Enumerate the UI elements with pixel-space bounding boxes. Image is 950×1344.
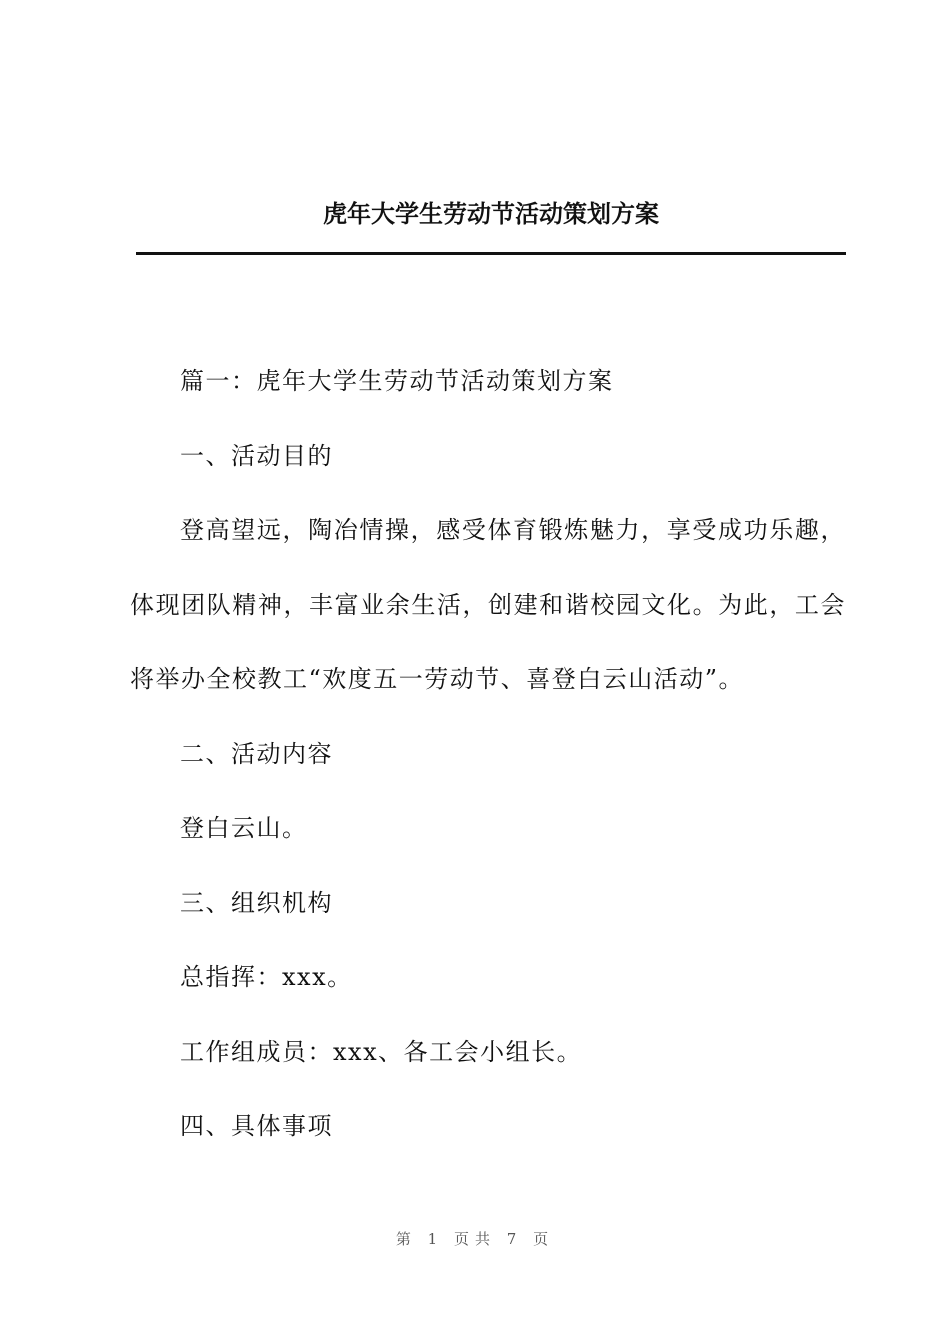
footer-middle: 页共	[453, 1230, 496, 1248]
page-footer	[0, 1228, 950, 1249]
footer-suffix: 页	[533, 1230, 555, 1248]
paragraph-heading-organization: 三、组织机构	[180, 888, 333, 917]
document-title: 虎年大学生劳动节活动策划方案	[323, 200, 659, 228]
footer-total-pages: 7	[506, 1230, 523, 1248]
paragraph-heading-purpose: 一、活动目的	[180, 441, 333, 470]
paragraph-heading-details: 四、具体事项	[180, 1112, 333, 1140]
paragraph-heading-content: 二、活动内容	[180, 739, 333, 768]
title-underline	[136, 252, 846, 255]
paragraph-section-heading: 篇一：虎年大学生劳动节活动策划方案	[180, 367, 614, 395]
paragraph-purpose-text: 登高望远，陶冶情操，感受体育锻炼魅力，享受成功乐趣，体现团队精神，丰富业余生活，创建和谐校园文化。为此，工会将举办全校教工“欢度五一劳动节、喜登白云山活动”。	[130, 516, 846, 693]
footer-prefix: 第	[395, 1230, 417, 1248]
document-body	[130, 344, 846, 1164]
paragraph-commander: 总指挥：xxx。	[180, 963, 353, 991]
paragraph-work-group: 工作组成员：xxx、各工会小组长。	[180, 1037, 583, 1066]
paragraph-content-text: 登白云山。	[180, 814, 308, 842]
footer-page-number: 1	[427, 1230, 444, 1248]
